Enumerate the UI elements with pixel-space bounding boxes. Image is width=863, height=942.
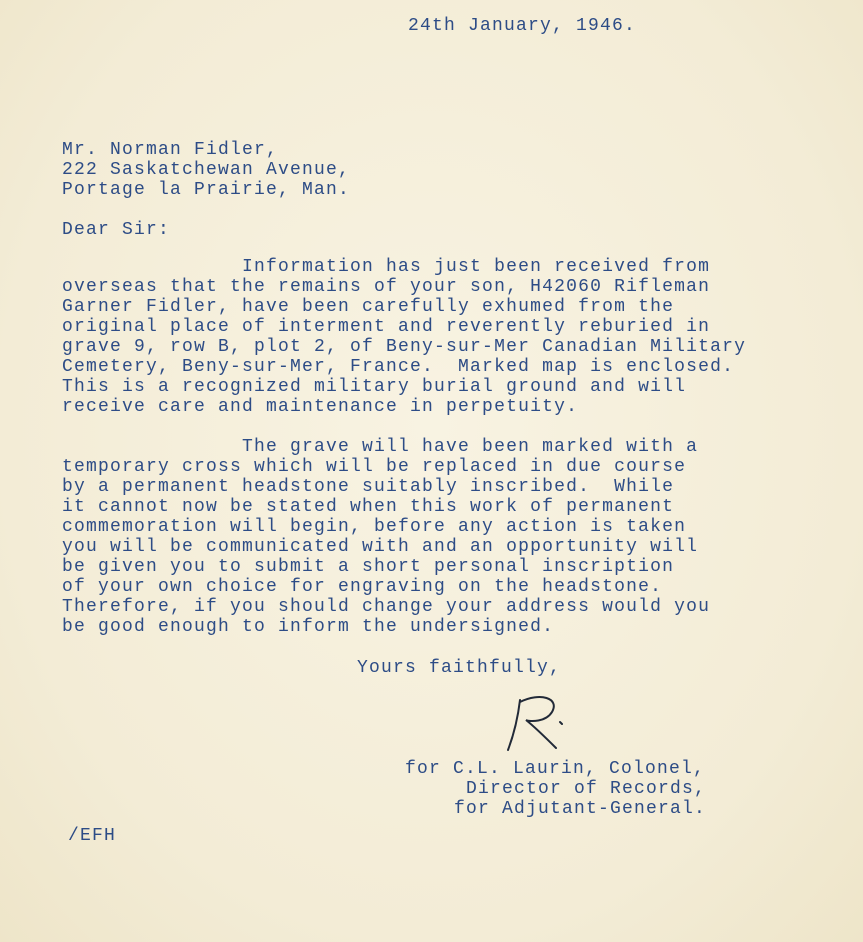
recipient-name: Mr. Norman Fidler, [62,140,279,160]
paragraph-1 [62,257,746,417]
recipient-city: Portage la Prairie, Man. [62,180,351,200]
paragraph-line: The grave will have been marked with a [62,437,699,457]
recipient-street: 222 Saskatchewan Avenue, [62,160,351,180]
salutation: Dear Sir: [62,220,171,240]
paragraph-line: Cemetery, Beny-sur-Mer, France. Marked map is enclosed. [62,357,735,377]
signatory-title: Director of Records, [466,779,707,799]
handwritten-signature [500,692,580,756]
paragraph-line: it cannot now be stated when this work of permanent [62,497,675,517]
recipient-address [62,140,350,200]
paragraph-line: be good enough to inform the undersigned. [62,617,555,637]
letter-date: 24th January, 1946. [408,16,637,36]
paragraph-line: grave 9, row B, plot 2, of Beny-sur-Mer Canadian Military [62,337,747,357]
reference-initials: /EFH [68,826,117,846]
paragraph-line: of your own choice for engraving on the headstone. [62,577,663,597]
paragraph-line: be given you to submit a short personal inscription [62,557,675,577]
paragraph-line: Garner Fidler, have been carefully exhumed from the [62,297,675,317]
signatory-line: for C.L. Laurin, Colonel, [405,759,706,779]
paragraph-line: overseas that the remains of your son, H42060 Rifleman [62,277,711,297]
paragraph-line: Information has just been received from [62,257,711,277]
closing: Yours faithfully, [357,658,562,678]
paragraph-line: you will be communicated with and an opportunity will [62,537,699,557]
paragraph-line: original place of interment and reverently reburied in [62,317,711,337]
paragraph-2 [62,437,710,637]
paragraph-line: commemoration will begin, before any action is taken [62,517,687,537]
paragraph-line: temporary cross which will be replaced in due course [62,457,687,477]
paragraph-line: Therefore, if you should change your address would you [62,597,711,617]
paragraph-line: This is a recognized military burial ground and will [62,377,687,397]
paragraph-line: by a permanent headstone suitably inscribed. While [62,477,675,497]
paragraph-line: receive care and maintenance in perpetuity. [62,397,579,417]
signatory-department: for Adjutant-General. [454,799,707,819]
